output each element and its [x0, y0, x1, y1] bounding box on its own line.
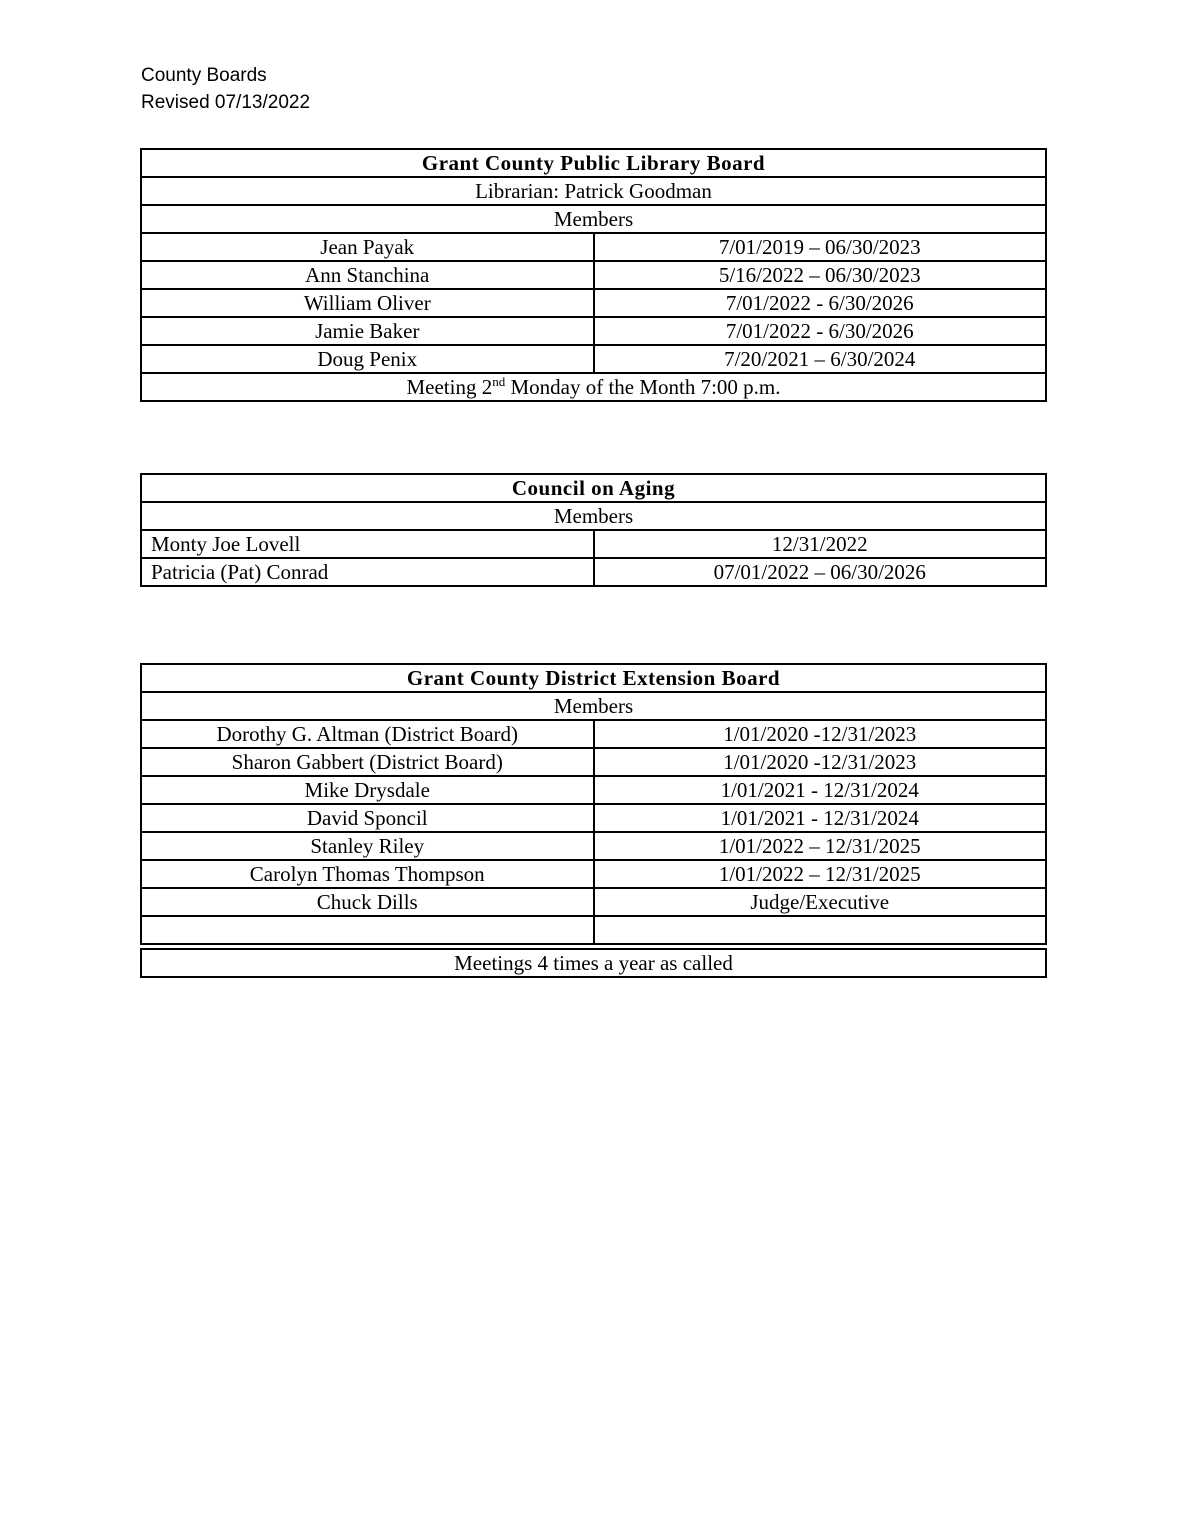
board-subtitle: Librarian: Patrick Goodman [141, 177, 1046, 205]
member-name [141, 916, 594, 947]
member-term: Judge/Executive [594, 888, 1047, 916]
member-name: Patricia (Pat) Conrad [141, 558, 594, 586]
member-term: 1/01/2021 - 12/31/2024 [594, 804, 1047, 832]
member-name: Sharon Gabbert (District Board) [141, 748, 594, 776]
board-title: Council on Aging [141, 474, 1046, 502]
member-name: Ann Stanchina [141, 261, 594, 289]
board-title-row [141, 664, 1046, 692]
member-term: 1/01/2020 -12/31/2023 [594, 748, 1047, 776]
document-header [141, 62, 310, 116]
member-row [141, 860, 1046, 888]
members-header: Members [141, 502, 1046, 530]
member-term: 7/01/2019 – 06/30/2023 [594, 233, 1047, 261]
member-row [141, 345, 1046, 373]
member-name: Dorothy G. Altman (District Board) [141, 720, 594, 748]
member-row [141, 748, 1046, 776]
board-members-header-row [141, 205, 1046, 233]
member-row [141, 289, 1046, 317]
meeting-note-suffix: Monday of the Month 7:00 p.m. [505, 375, 781, 399]
board-members-header-row [141, 692, 1046, 720]
meeting-note-prefix: Meeting 2 [406, 375, 493, 399]
member-row [141, 720, 1046, 748]
member-row [141, 776, 1046, 804]
board-title-row [141, 474, 1046, 502]
extension-board-table [140, 663, 1047, 978]
member-term: 7/01/2022 - 6/30/2026 [594, 317, 1047, 345]
member-row [141, 888, 1046, 916]
member-name: David Sponcil [141, 804, 594, 832]
member-row [141, 317, 1046, 345]
meeting-schedule-note [141, 947, 1046, 978]
member-row [141, 530, 1046, 558]
member-term: 7/20/2021 – 6/30/2024 [594, 345, 1047, 373]
board-footer-row [141, 947, 1046, 978]
meeting-note-prefix: Meetings 4 times a year as called [454, 951, 733, 975]
member-name: Carolyn Thomas Thompson [141, 860, 594, 888]
member-row [141, 916, 1046, 947]
board-subtitle-row [141, 177, 1046, 205]
member-term: 7/01/2022 - 6/30/2026 [594, 289, 1047, 317]
member-name: Chuck Dills [141, 888, 594, 916]
board-title: Grant County District Extension Board [141, 664, 1046, 692]
board-title: Grant County Public Library Board [141, 149, 1046, 177]
member-term: 12/31/2022 [594, 530, 1047, 558]
council-on-aging-table [140, 473, 1047, 587]
member-row [141, 558, 1046, 586]
board-title-row [141, 149, 1046, 177]
member-name: Mike Drysdale [141, 776, 594, 804]
member-term: 1/01/2022 – 12/31/2025 [594, 832, 1047, 860]
member-name: William Oliver [141, 289, 594, 317]
member-term: 1/01/2021 - 12/31/2024 [594, 776, 1047, 804]
member-term: 1/01/2020 -12/31/2023 [594, 720, 1047, 748]
members-header: Members [141, 692, 1046, 720]
board-footer-row [141, 373, 1046, 401]
member-name: Monty Joe Lovell [141, 530, 594, 558]
meeting-note-ordinal: nd [492, 374, 506, 389]
members-header: Members [141, 205, 1046, 233]
member-row [141, 832, 1046, 860]
member-name: Jamie Baker [141, 317, 594, 345]
member-name: Jean Payak [141, 233, 594, 261]
member-term [594, 916, 1047, 947]
document-header-revised-date: Revised 07/13/2022 [141, 92, 311, 113]
document-header-title: County Boards [141, 65, 267, 86]
member-term: 07/01/2022 – 06/30/2026 [594, 558, 1047, 586]
member-row [141, 261, 1046, 289]
meeting-schedule-note [141, 373, 1046, 401]
board-members-header-row [141, 502, 1046, 530]
member-term: 1/01/2022 – 12/31/2025 [594, 860, 1047, 888]
member-row [141, 804, 1046, 832]
member-row [141, 233, 1046, 261]
member-name: Stanley Riley [141, 832, 594, 860]
library-board-table [140, 148, 1047, 402]
member-name: Doug Penix [141, 345, 594, 373]
member-term: 5/16/2022 – 06/30/2023 [594, 261, 1047, 289]
